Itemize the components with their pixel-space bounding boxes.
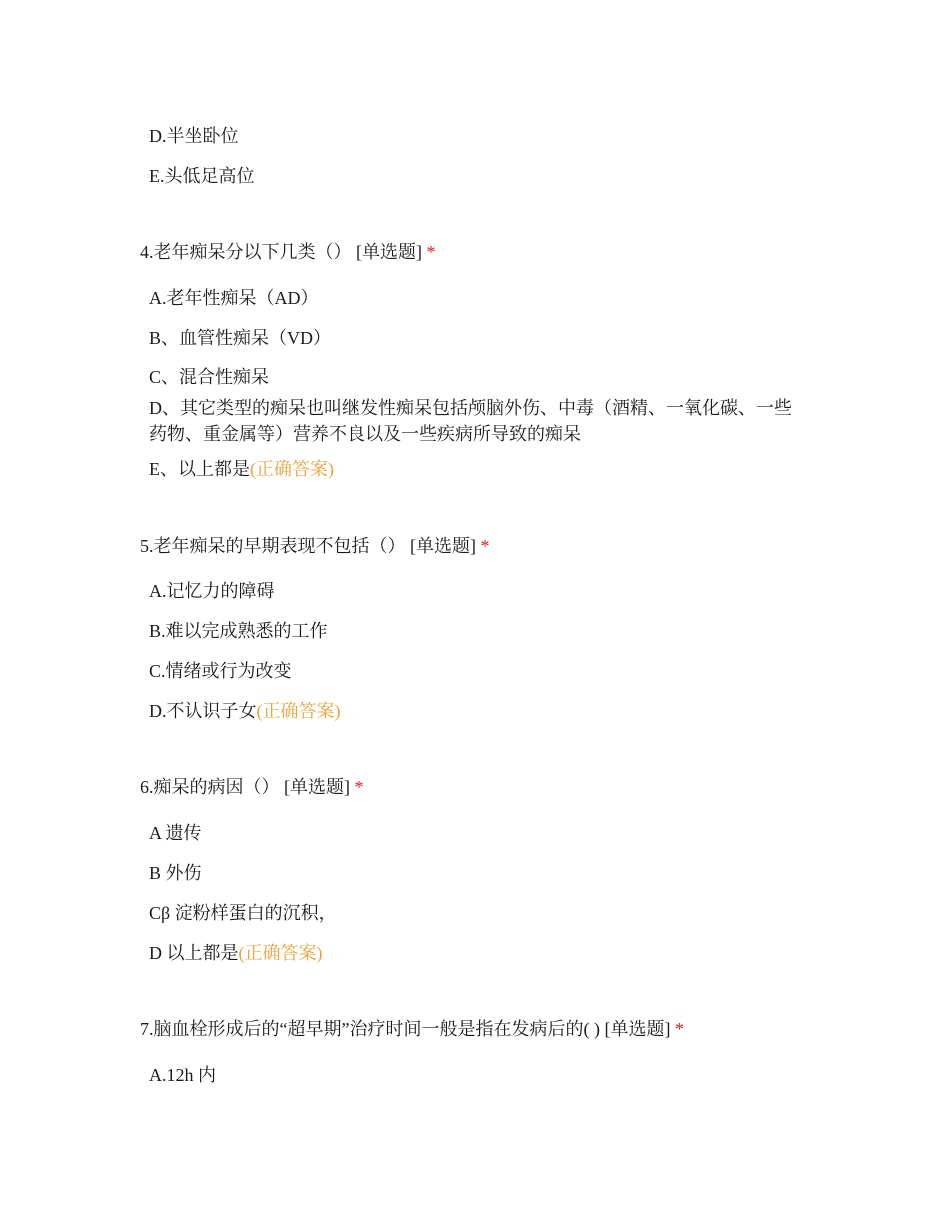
option-text: B 外伤 bbox=[149, 863, 202, 883]
question-text: 6.痴呆的病因（） bbox=[140, 777, 280, 797]
option-text: E.头低足高位 bbox=[149, 166, 255, 186]
option-item[interactable] bbox=[149, 617, 328, 643]
correct-answer-label: (正确答案) bbox=[256, 701, 341, 721]
option-text: A.12h 内 bbox=[149, 1065, 216, 1085]
option-item[interactable] bbox=[149, 122, 239, 148]
option-text: A 遗传 bbox=[149, 823, 202, 843]
option-text: A.记忆力的障碍 bbox=[149, 581, 275, 601]
option-item[interactable] bbox=[149, 697, 341, 723]
required-mark: * bbox=[354, 777, 364, 797]
question-text: 7.脑血栓形成后的“超早期”治疗时间一般是指在发病后的( ) bbox=[140, 1019, 600, 1039]
option-text: E、以上都是 bbox=[149, 459, 250, 479]
option-item[interactable] bbox=[149, 859, 202, 885]
option-item[interactable] bbox=[149, 1061, 216, 1087]
question-title bbox=[140, 773, 364, 799]
option-item[interactable] bbox=[149, 324, 331, 350]
option-text: B、血管性痴呆（VD） bbox=[149, 328, 332, 348]
option-item[interactable] bbox=[149, 819, 202, 845]
option-text: Cβ 淀粉样蛋白的沉积， bbox=[149, 903, 337, 923]
correct-answer-label: (正确答案) bbox=[250, 459, 334, 479]
option-text: C、混合性痴呆 bbox=[149, 367, 270, 387]
option-item[interactable] bbox=[149, 455, 334, 481]
question-type-label: [单选题] bbox=[410, 536, 476, 556]
required-mark: * bbox=[480, 536, 490, 556]
option-text: D.半坐卧位 bbox=[149, 126, 239, 146]
required-mark: * bbox=[426, 242, 436, 262]
question-text: 4.老年痴呆分以下几类（） bbox=[140, 242, 352, 262]
option-item[interactable] bbox=[149, 657, 292, 683]
option-text: A.老年性痴呆（AD） bbox=[149, 288, 319, 308]
question-type-label: [单选题] bbox=[604, 1019, 671, 1039]
question-title bbox=[140, 1015, 684, 1041]
question-type-label: [单选题] bbox=[356, 242, 422, 262]
option-item[interactable] bbox=[149, 284, 319, 310]
option-item[interactable] bbox=[149, 899, 337, 925]
option-text: D 以上都是 bbox=[149, 943, 239, 963]
question-text: 5.老年痴呆的早期表现不包括（） bbox=[140, 536, 406, 556]
option-text: D、其它类型的痴呆也叫继发性痴呆包括颅脑外伤、中毒（酒精、一氧化碳、一些药物、重金属等）营养不良以及一些疾病所导致的痴呆 bbox=[149, 398, 792, 444]
option-item[interactable] bbox=[149, 363, 269, 389]
option-item[interactable] bbox=[149, 395, 809, 447]
option-item[interactable] bbox=[149, 577, 275, 603]
correct-answer-label: (正确答案) bbox=[238, 943, 323, 963]
option-text: D.不认识子女 bbox=[149, 701, 257, 721]
option-item[interactable] bbox=[149, 939, 323, 965]
option-text: C.情绪或行为改变 bbox=[149, 661, 292, 681]
option-item[interactable] bbox=[149, 162, 255, 188]
question-type-label: [单选题] bbox=[284, 777, 350, 797]
required-mark: * bbox=[674, 1019, 684, 1039]
option-text: B.难以完成熟悉的工作 bbox=[149, 621, 328, 641]
question-title bbox=[140, 532, 490, 558]
question-title bbox=[140, 238, 436, 264]
